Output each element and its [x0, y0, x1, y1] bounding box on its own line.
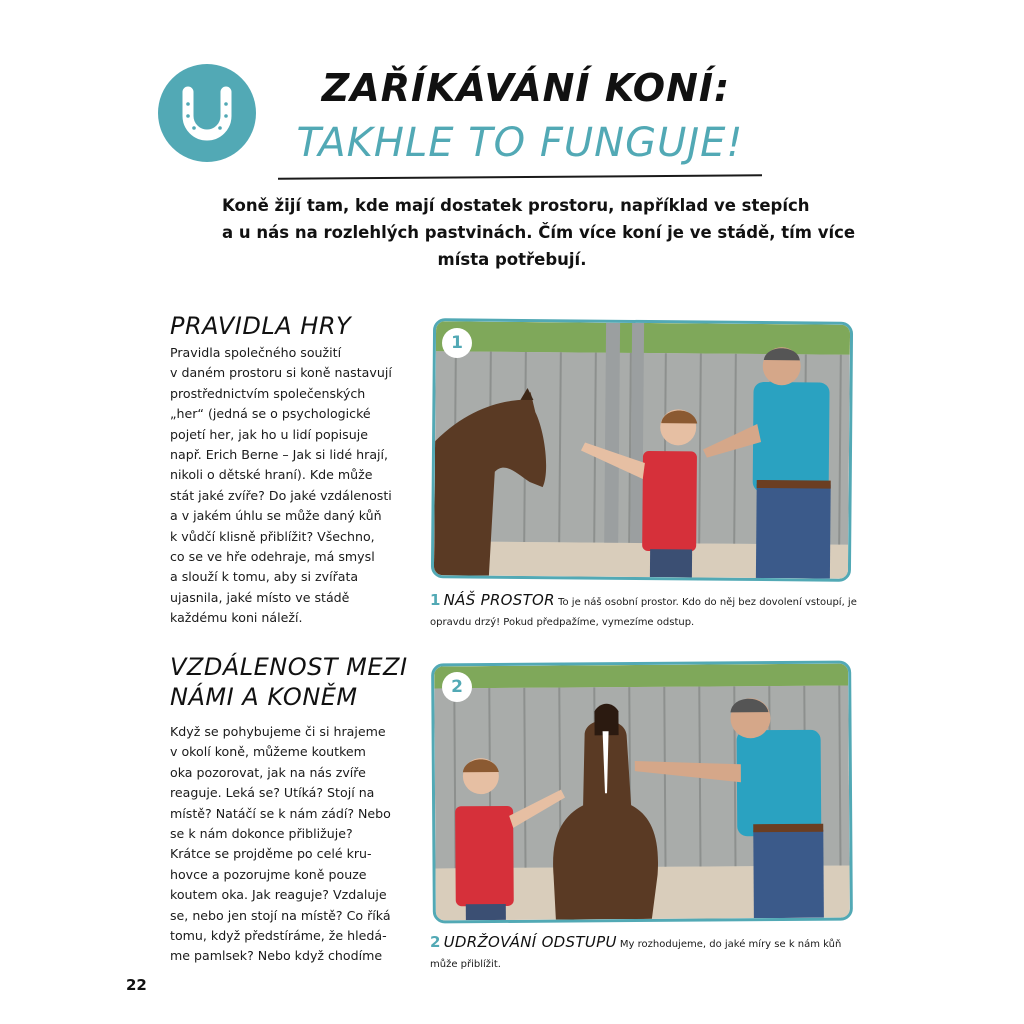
- body-line: hovce a pozorujme koně pouze: [170, 866, 367, 882]
- body-line: koutem oka. Jak reaguje? Vzdaluje: [170, 887, 387, 903]
- photo-caption-2: [430, 932, 870, 975]
- intro-line: Koně žijí tam, kde mají dostatek prostoru, například ve stepích: [222, 196, 810, 215]
- body-line: „her“ (jedná se o psychologické: [170, 406, 371, 422]
- body-line: každému koni náleží.: [170, 610, 303, 626]
- photo-caption-1: [430, 590, 870, 633]
- intro-paragraph: [222, 192, 856, 273]
- body-line: se k nám dokonce přibližuje?: [170, 826, 353, 842]
- page-title-line1: ZAŘÍKÁVÁNÍ KONÍ:: [321, 66, 731, 110]
- caption-title: UDRŽOVÁNÍ ODSTUPU: [443, 933, 617, 951]
- body-line: v daném prostoru si koně nastavují: [170, 365, 392, 381]
- body-line: oka pozorovat, jak na nás zvíře: [170, 764, 366, 780]
- section-heading-rules: PRAVIDLA HRY: [170, 312, 352, 340]
- section-heading-distance: [170, 652, 408, 712]
- title-underline: [278, 174, 762, 179]
- horseshoe-logo: [158, 64, 256, 162]
- body-line: Krátce se projděme po celé kru-: [170, 846, 372, 862]
- body-line: nikoli o dětské hraní). Kde může: [170, 467, 373, 483]
- intro-line: místa potřebují.: [437, 250, 587, 269]
- body-line: a slouží k tomu, aby si zvířata: [170, 569, 359, 585]
- photo-number-badge: 1: [442, 328, 472, 358]
- body-line: ujasnila, jaké místo ve stádě: [170, 589, 350, 605]
- body-line: v okolí koně, můžeme koutkem: [170, 744, 366, 760]
- page-title-line2: TAKHLE TO FUNGUJE!: [296, 120, 744, 166]
- caption-number: 2: [430, 933, 441, 951]
- caption-number: 1: [430, 591, 441, 609]
- body-line: co se ve hře odehraje, má smysl: [170, 549, 375, 565]
- caption-text: My rozhodujeme, do jaké míry se k nám kůň může přiblížit.: [430, 939, 842, 970]
- caption-title: NÁŠ PROSTOR: [443, 591, 555, 609]
- photo-number-badge: 2: [442, 672, 472, 702]
- body-line: stát jaké zvíře? Do jaké vzdálenosti: [170, 487, 392, 503]
- photo-1-illustration: [434, 321, 850, 579]
- body-line: místě? Natáčí se k nám zádí? Nebo: [170, 805, 391, 821]
- body-line: Pravidla společného soužití: [170, 345, 342, 360]
- body-line: me pamlsek? Nebo když chodíme: [170, 948, 383, 964]
- photo-2-illustration: [434, 664, 850, 921]
- caption-text: To je náš osobní prostor. Kdo do něj bez dovolení vstoupí, je opravdu drzý! Pokud předpažíme, vymezíme odstup.: [430, 597, 857, 628]
- intro-line: a u nás na rozlehlých pastvinách. Čím více koní je ve stádě, tím více: [222, 223, 856, 242]
- body-line: prostřednictvím společenských: [170, 385, 366, 401]
- heading-line: NÁMI A KONĚM: [170, 683, 358, 711]
- page-number: 22: [126, 976, 147, 994]
- section-distance-body: [170, 722, 410, 967]
- body-line: se, nebo jen stojí na místě? Co říká: [170, 907, 391, 923]
- heading-line: VZDÁLENOST MEZI: [170, 653, 408, 681]
- horseshoe-icon: [158, 64, 256, 162]
- photo-keeping-distance: [431, 661, 853, 924]
- photo-personal-space: [431, 318, 853, 582]
- body-line: k vůdčí klisně přiblížit? Všechno,: [170, 528, 375, 544]
- body-line: Když se pohybujeme či si hrajeme: [170, 724, 386, 739]
- body-line: tomu, když předstíráme, že hledá-: [170, 928, 387, 944]
- section-rules-body: [170, 343, 410, 629]
- body-line: reaguje. Leká se? Utíká? Stojí na: [170, 785, 375, 801]
- body-line: pojetí her, jak ho u lidí popisuje: [170, 426, 368, 442]
- body-line: např. Erich Berne – Jak si lidé hrají,: [170, 447, 389, 463]
- body-line: a v jakém úhlu se může daný kůň: [170, 508, 382, 524]
